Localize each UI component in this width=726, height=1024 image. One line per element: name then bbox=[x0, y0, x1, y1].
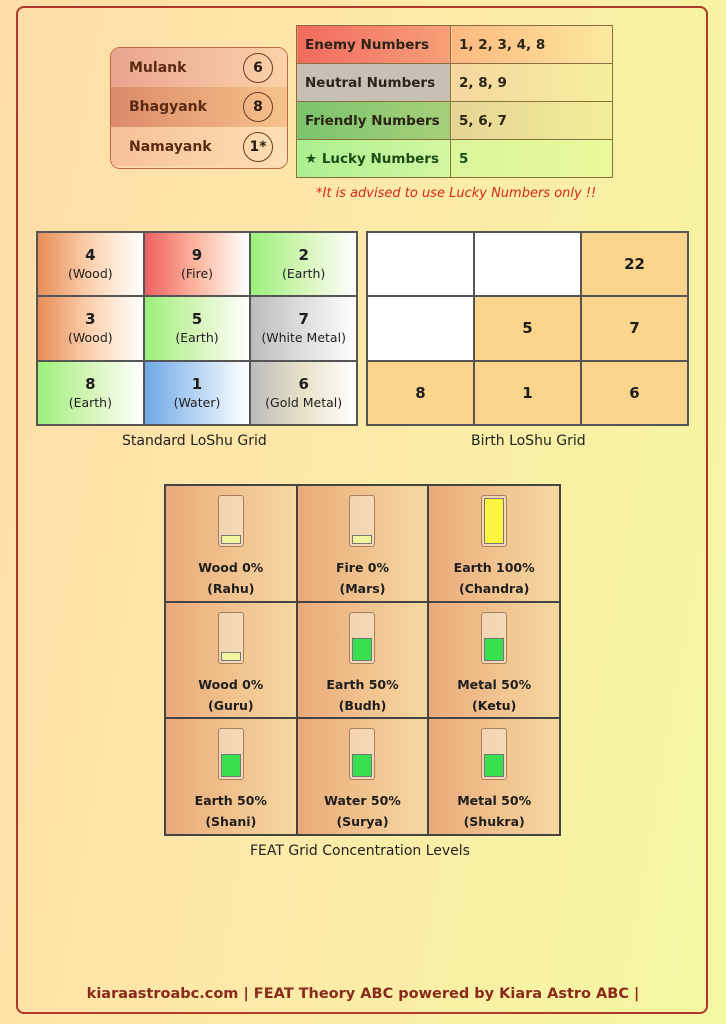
namayank-label: Namayank bbox=[129, 138, 212, 155]
birth-cell bbox=[367, 232, 474, 296]
neutral-numbers-label: Neutral Numbers bbox=[297, 64, 451, 102]
loshu-cell: 6 (Gold Metal) bbox=[250, 361, 357, 425]
neutral-numbers-value: 2, 8, 9 bbox=[451, 64, 613, 102]
level-gauge bbox=[349, 612, 375, 664]
neutral-numbers-row bbox=[297, 64, 613, 102]
core-numbers-box bbox=[110, 47, 288, 169]
loshu-cell: 4 (Wood) bbox=[37, 232, 144, 296]
loshu-cell: 7 (White Metal) bbox=[250, 296, 357, 360]
namayank-value: 1* bbox=[243, 132, 273, 162]
birth-cell: 8 bbox=[367, 361, 474, 425]
birth-cell bbox=[474, 232, 581, 296]
feat-cell: Metal 50% (Shukra) bbox=[428, 718, 560, 835]
birth-cell: 7 bbox=[581, 296, 688, 360]
loshu-cell: 3 (Wood) bbox=[37, 296, 144, 360]
lucky-numbers-row bbox=[297, 140, 613, 178]
star-icon: ★ bbox=[305, 150, 318, 167]
level-fill bbox=[352, 638, 372, 661]
friendly-numbers-row bbox=[297, 102, 613, 140]
bhagyank-value: 8 bbox=[243, 92, 273, 122]
level-fill bbox=[221, 754, 241, 777]
level-gauge bbox=[481, 495, 507, 547]
level-gauge bbox=[349, 495, 375, 547]
level-fill bbox=[352, 754, 372, 777]
friendly-numbers-value: 5, 6, 7 bbox=[451, 102, 613, 140]
bhagyank-label: Bhagyank bbox=[129, 99, 207, 115]
feat-caption: FEAT Grid Concentration Levels bbox=[250, 843, 470, 859]
feat-cell: Fire 0% (Mars) bbox=[297, 485, 429, 602]
level-gauge bbox=[481, 612, 507, 664]
footer-credit: kiaraastroabc.com | FEAT Theory ABC powered by Kiara Astro ABC | bbox=[86, 986, 640, 1002]
feat-cell: Wood 0% (Rahu) bbox=[165, 485, 297, 602]
loshu-cell: 8 (Earth) bbox=[37, 361, 144, 425]
loshu-cell: 5 (Earth) bbox=[144, 296, 251, 360]
friendly-numbers-label: Friendly Numbers bbox=[297, 102, 451, 140]
feat-cell: Metal 50% (Ketu) bbox=[428, 602, 560, 719]
level-fill bbox=[484, 754, 504, 777]
feat-cell: Wood 0% (Guru) bbox=[165, 602, 297, 719]
lucky-numbers-value: 5 bbox=[451, 140, 613, 178]
birth-cell: 6 bbox=[581, 361, 688, 425]
birth-cell: 22 bbox=[581, 232, 688, 296]
loshu-cell: 2 (Earth) bbox=[250, 232, 357, 296]
feat-cell: Earth 100% (Chandra) bbox=[428, 485, 560, 602]
enemy-numbers-row bbox=[297, 26, 613, 64]
feat-cell: Earth 50% (Shani) bbox=[165, 718, 297, 835]
level-fill bbox=[484, 638, 504, 661]
feat-grid bbox=[164, 484, 561, 836]
birth-loshu-caption: Birth LoShu Grid bbox=[471, 433, 586, 449]
birth-cell bbox=[367, 296, 474, 360]
bhagyank-row bbox=[111, 87, 287, 127]
namayank-row bbox=[111, 127, 287, 166]
level-fill bbox=[352, 535, 372, 544]
level-fill bbox=[221, 535, 241, 544]
lucky-numbers-label: ★ Lucky Numbers bbox=[297, 140, 451, 178]
level-gauge bbox=[218, 612, 244, 664]
feat-cell: Water 50% (Surya) bbox=[297, 718, 429, 835]
enemy-numbers-label: Enemy Numbers bbox=[297, 26, 451, 64]
level-gauge bbox=[218, 728, 244, 780]
standard-loshu-grid bbox=[36, 231, 358, 426]
standard-loshu-caption: Standard LoShu Grid bbox=[122, 433, 267, 449]
birth-cell: 1 bbox=[474, 361, 581, 425]
birth-loshu-grid bbox=[366, 231, 689, 426]
mulank-value: 6 bbox=[243, 53, 273, 83]
level-gauge bbox=[481, 728, 507, 780]
advice-note: *It is advised to use Lucky Numbers only !! bbox=[316, 186, 597, 201]
feat-cell: Earth 50% (Budh) bbox=[297, 602, 429, 719]
loshu-cell: 1 (Water) bbox=[144, 361, 251, 425]
level-fill bbox=[221, 652, 241, 661]
level-fill bbox=[484, 498, 504, 544]
loshu-cell: 9 (Fire) bbox=[144, 232, 251, 296]
mulank-row bbox=[111, 48, 287, 87]
level-gauge bbox=[218, 495, 244, 547]
level-gauge bbox=[349, 728, 375, 780]
mulank-label: Mulank bbox=[129, 59, 187, 76]
number-types-table bbox=[296, 25, 613, 178]
enemy-numbers-value: 1, 2, 3, 4, 8 bbox=[451, 26, 613, 64]
birth-cell: 5 bbox=[474, 296, 581, 360]
